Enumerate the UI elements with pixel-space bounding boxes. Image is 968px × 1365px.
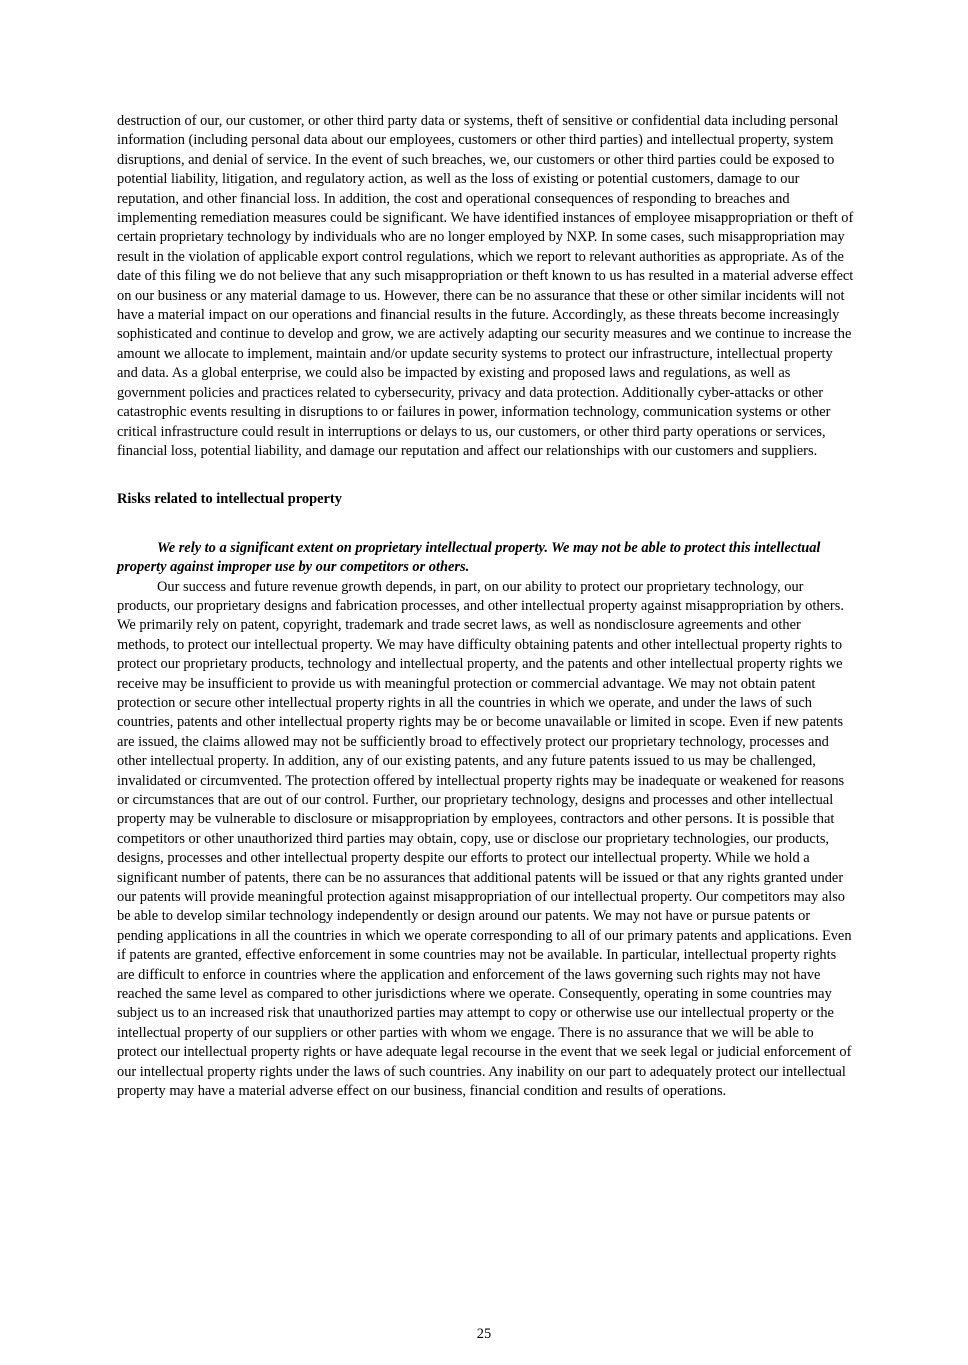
document-page [117, 112, 854, 1102]
risk-subheading: We rely to a significant extent on proprietary intellectual property. We may not be able to protect this intellectual property against improper use by our competitors or others. [117, 539, 821, 576]
risk-body-paragraph: Our success and future revenue growth depends, in part, on our ability to protect our proprietary technology, our products, our proprietary designs and fabrication processes, and other intellectual property against misappropriation by others. We primarily rely on patent, copyright, trademark and trade secret laws, as well as nondisclosure agreements and other methods, to protect our intellectual property. We may have difficulty obtaining patents and other intellectual property rights to protect our proprietary products, technology and intellectual property, and the patents and other intellectual property rights we receive may be insufficient to provide us with meaningful protection or commercial advantage. We may not obtain patent protection or secure other intellectual property rights in all the countries in which we operate, and under the laws of such countries, patents and other intellectual property rights may be or become unavailable or limited in scope. Even if new patents are issued, the claims allowed may not be sufficiently broad to effectively protect our proprietary technology, processes and other intellectual property. In addition, any of our existing patents, and any future patents issued to us may be challenged, invalidated or circumvented. The protection offered by intellectual property rights may be inadequate or weakened for reasons or circumstances that are out of our control. Further, our proprietary technology, designs and processes and other intellectual property may be vulnerable to disclosure or misappropriation by employees, contractors and other persons. It is possible that competitors or other unauthorized third parties may obtain, copy, use or disclose our proprietary technologies, our products, designs, processes and other intellectual property despite our efforts to protect our intellectual property. While we hold a significant number of patents, there can be no assurances that additional patents will be issued or that any rights granted under our patents will provide meaningful protection against misappropriation of our intellectual property. Our competitors may also be able to develop similar technology independently or design around our patents. We may not have or pursue patents or pending applications in all the countries in which we operate corresponding to all of our primary patents and applications. Even if patents are granted, effective enforcement in some countries may not be available. In particular, intellectual property rights are difficult to enforce in countries where the application and enforcement of the laws governing such rights may not have reached the same level as compared to other jurisdictions where we operate. Consequently, operating in some countries may subject us to an increased risk that unauthorized parties may attempt to copy or otherwise use our intellectual property or the intellectual property of our suppliers or other parties with whom we engage. There is no assurance that we will be able to protect our intellectual property rights or have adequate legal recourse in the event that we seek legal or judicial enforcement of our intellectual property rights under the laws of such countries. Any inability on our part to adequately protect our intellectual property may have a material adverse effect on our business, financial condition and results of operations. [117, 578, 852, 1100]
page-number: 25 [476, 1326, 492, 1342]
section-heading: Risks related to intellectual property [117, 491, 342, 508]
intro-paragraph: destruction of our, our customer, or other third party data or systems, theft of sensitive or confidential data including personal information (including personal data about our employees, customers or other third parties) and intellectual property, system disruptions, and denial of service. In the event of such breaches, we, our customers or other third parties could be exposed to potential liability, litigation, and regulatory action, as well as the loss of existing or potential customers, damage to our reputation, and other financial loss. In addition, the cost and operational consequences of responding to breaches and implementing remediation measures could be significant. We have identified instances of employee misappropriation or theft of certain proprietary technology by individuals who are no longer employed by NXP. In some cases, such misappropriation may result in the violation of applicable export control regulations, which we report to relevant authorities as appropriate. As of the date of this filing we do not believe that any such misappropriation or theft known to us has resulted in a material adverse effect on our business or any material damage to us. However, there can be no assurance that these or other similar incidents will not have a material impact on our operations and financial results in the future. Accordingly, as these threats become increasingly sophisticated and continue to develop and grow, we are actively adapting our security measures and we continue to increase the amount we allocate to implement, maintain and/or update security systems to protect our infrastructure, intellectual property and data. As a global enterprise, we could also be impacted by existing and proposed laws and regulations, as well as government policies and practices related to cybersecurity, privacy and data protection. Additionally cyber-attacks or other catastrophic events resulting in disruptions to or failures in power, information technology, communication systems or other critical infrastructure could result in interruptions or delays to us, our customers, or other third party operations or services, financial loss, potential liability, and damage our reputation and affect our relationships with our customers and suppliers. [117, 113, 854, 459]
